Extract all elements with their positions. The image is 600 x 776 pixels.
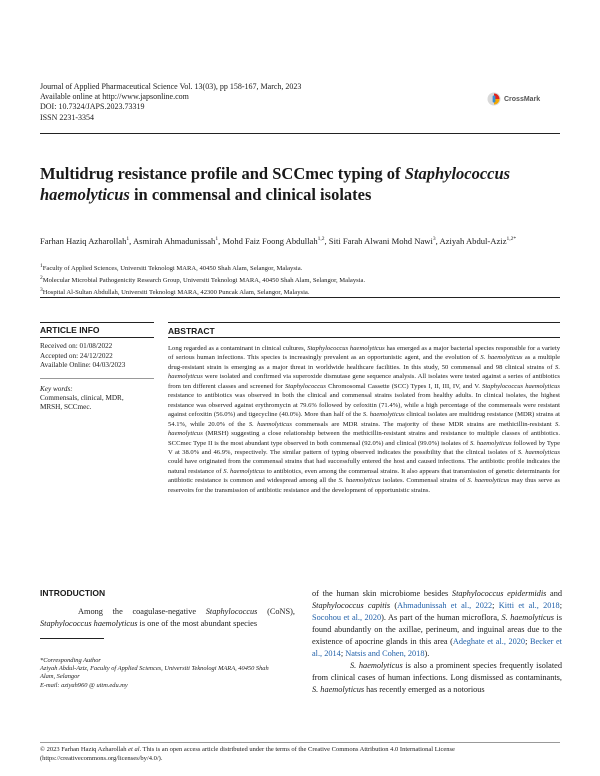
author-separator: , <box>435 235 440 246</box>
text-run: isolates. Commensal strains of <box>380 477 468 485</box>
text-run: Staphylococcus epidermidis <box>451 589 547 598</box>
abstract <box>168 326 560 495</box>
text-run: ; <box>559 601 563 610</box>
text-run: has recently emerged as a notorious <box>364 685 485 694</box>
affiliation <box>40 286 560 298</box>
text-run: Staphylococcus haemolyticus <box>307 345 385 352</box>
corresponding-address: Aziyah Abdul-Aziz, Faculty of Applied Sciences, Universiti Teknologi MARA, 40450 Shah Alam, Selangor <box>40 665 269 681</box>
text-run: ). <box>424 649 430 658</box>
dates-rule <box>40 378 154 379</box>
affiliation-divider <box>40 297 560 298</box>
author-separator: , <box>218 235 223 246</box>
affiliation-text: Molecular Microbial Pathogenicity Research Group, Universiti Teknologi MARA, 40450 Shah Alam, Selangor, Malaysia. <box>42 276 366 284</box>
text-run: may thus serve as reservoirs for the transmission of antibiotic resistance and the development of opportunistic strains. <box>168 477 560 494</box>
affiliation <box>40 274 560 286</box>
affiliation-list <box>40 262 560 297</box>
author-name: Mohd Faiz Foong Abdullah <box>222 235 318 246</box>
citation-link[interactable]: Socohou et al., 2020 <box>312 613 382 622</box>
article-info-head-rule <box>40 337 154 338</box>
citation-link[interactable]: Becker et al., 2014 <box>312 637 562 658</box>
journal-website-link[interactable]: http://www.japsonline.com <box>102 92 189 102</box>
text-run: and <box>546 589 563 598</box>
text-run: Chromosomal Cassette (SCC) Types I, II, III, IV, and V. <box>326 382 483 390</box>
text-run: Staphylococcus haemolyticus <box>482 382 560 390</box>
text-run: clinical isolates are multidrug resistance (MDR) strains at 54.1%, while 20.0% of the <box>168 411 560 428</box>
text-run: Staphylococcus capitis <box>312 601 391 610</box>
text-run: S. haemolyticus <box>517 448 560 456</box>
text-run: S. haemolyticus <box>467 477 510 485</box>
author-name: Farhan Haziq Azharollah <box>40 235 127 246</box>
citation-link[interactable]: Adeghate et al., 2020 <box>452 637 526 646</box>
text-run: Staphylococcus <box>205 607 258 616</box>
text-run: S. haemolyticus <box>350 661 403 670</box>
text-run: Staphylococcus <box>284 382 326 390</box>
header-divider <box>40 133 560 134</box>
corresponding-author <box>40 657 280 690</box>
citation-link[interactable]: Ahmadunissah et al., 2022 <box>397 601 493 610</box>
author-affiliation-marker: 3 <box>432 236 436 242</box>
text-run: (CoNS), <box>257 607 296 616</box>
citation-link[interactable]: Kitti et al., 2018 <box>498 601 560 610</box>
affiliation-text: Hospital Al-Sultan Abdullah, Universiti Teknologi MARA, 42300 Puncak Alam, Selangor, Malaysia. <box>42 288 310 296</box>
text-run: S. haemolyticus <box>168 363 560 381</box>
text-run: ; <box>492 601 499 610</box>
abstract-top-rule <box>168 322 560 323</box>
text-run: Long regarded as a contaminant in clinical cultures, <box>168 345 308 352</box>
keywords: Commensals, clinical, MDR, MRSH, SCCmec. <box>40 394 124 412</box>
text-run: S. haemolyticus <box>469 439 512 447</box>
affiliation-marker: 1 <box>40 263 43 269</box>
introduction-heading: INTRODUCTION <box>40 588 106 598</box>
article-info-heading: ARTICLE INFO <box>40 325 100 335</box>
affiliation-text: Faculty of Applied Sciences, Universiti Teknologi MARA, 40450 Shah Alam, Selangor, Malaysia. <box>42 265 303 273</box>
article-info-top-rule <box>40 322 154 323</box>
text-run: is one of the most abundant species <box>137 619 258 628</box>
author-name: Asmirah Ahmadunissah <box>132 235 216 246</box>
text-run: ; <box>340 649 346 658</box>
text-run: S. haemolyticus <box>480 354 523 362</box>
affiliation-marker: 2 <box>40 274 43 281</box>
text-run: resistance to antibiotics was observed in both the clinical and commensal strains isolated from healthy adults. In clinical isolates, the highest resistance was observed against erythromycin at 79.6% followed by cefoxitin (71.4%), while a high percentage of the commensals were resistant against cefoxitin (56.0%) and tigecycline (40.0%). More than half of the <box>168 392 560 419</box>
license-footer: © 2023 Farhan Haziq Azharollah et al. This is an open access article distributed under the terms of the Creative Commons Attribution 4.0 International License (https://creativecommons.org/licenses/by/4.0/). <box>40 746 455 762</box>
abstract-head-rule <box>168 337 560 338</box>
text-run: could have originated from the commensal strains that had successfully entered the host and caused infections. The antibiotic profile indicates the natural resistance of <box>168 458 560 475</box>
introduction-continued <box>312 588 562 696</box>
accepted-date: Accepted on: 24/12/2022 <box>40 351 113 360</box>
text-run: ). As part of the human microflora, <box>381 613 502 622</box>
journal-doi: DOI: 10.7324/JAPS.2023.73319 <box>40 102 145 112</box>
author-affiliation-marker: 1 <box>126 236 130 242</box>
author-name: Aziyah Abdul-Aziz <box>439 235 507 246</box>
abstract-heading: ABSTRACT <box>168 326 215 336</box>
keywords-heading: Key words: <box>40 384 73 393</box>
text-run: S. haemolyticus <box>338 477 381 485</box>
affiliation <box>40 262 560 274</box>
author-separator: , <box>324 235 329 246</box>
text-run: Among the coagulase-negative <box>78 607 206 616</box>
text-run: has emerged as a major bacterial species responsible for a variety of serious human infections. This species is increasingly prevalent as an opportunistic agent, and the evolution of <box>168 345 560 362</box>
text-run: followed by Type V at 38.0% and 46.9%, respectively. The similar pattern of typing observed indicates the possibility that the clinical isolates of <box>168 439 560 456</box>
article-title: Multidrug resistance profile and SCCmec typing of Staphylococcus haemolyticus in commensal and clinical isolates <box>40 164 511 204</box>
corresponding-email[interactable]: E-mail: aziyah960 @ uitm.edu.my <box>40 681 128 689</box>
text-run: is also a prominent species frequently isolated from clinical cases of human infections. Long dismissed as contaminants, <box>312 661 562 682</box>
text-run: (MRSH) suggesting a close relationship between the methicillin-resistant strains and resistance to multiple classes of antibiotics. SCCmec Type II is the most abundant type observed in both commensal (92.0%) and clinical (99.0%) isolates of <box>168 430 560 447</box>
article-info <box>40 326 154 413</box>
text-run: S. haemolyticus <box>501 613 555 622</box>
text-run: S. haemolyticus <box>362 411 405 419</box>
crossmark-icon <box>487 92 501 106</box>
text-run: were isolated and confirmed via superoxide dismutase gene sequence analysis. All isolates were tested against a series of antibiotics from ten different classes and screened for <box>168 373 560 390</box>
footnote-rule <box>40 638 104 639</box>
online-date: Available Online: 04/03/2023 <box>40 361 126 370</box>
introduction-body <box>40 606 295 630</box>
crossmark-label: CrossMark <box>504 95 541 103</box>
author-name: Siti Farah Alwani Mohd Nawi <box>328 235 433 246</box>
author-affiliation-marker: 1 <box>215 236 219 242</box>
text-run: S. haemolyticus <box>223 467 265 475</box>
text-run: S. haemolyticus <box>248 420 292 428</box>
text-run: S. haemolyticus <box>168 420 560 438</box>
text-run: commensals are MDR strains. The majority of these MDR strains are methicillin-resistant <box>291 420 556 428</box>
journal-header <box>40 82 301 123</box>
crossmark-badge[interactable] <box>487 92 547 106</box>
corresponding-label: *Corresponding Author <box>40 657 101 664</box>
journal-issn: ISSN 2231-3354 <box>40 112 95 122</box>
affiliation-marker: 3 <box>40 286 43 293</box>
text-run: S. haemolyticus <box>312 685 365 694</box>
text-run: is found abundantly on the axillae, perineum, and inguinal areas due to the existence of apocrine glands in this area ( <box>312 613 563 646</box>
author-affiliation-marker: 1,2 <box>317 236 325 242</box>
received-date: Received on: 01/08/2022 <box>40 342 113 351</box>
text-run: to antibiotics, even among the commensal strains. It also appears that transmission of genetic determinants for antibiotic resistance is common and widespread among all the <box>168 467 560 485</box>
abstract-body <box>168 344 560 495</box>
footer-divider <box>40 742 560 743</box>
author-affiliation-marker: 1,2* <box>506 236 517 242</box>
title-species: Staphylococcus haemolyticus <box>40 164 511 204</box>
text-run: ( <box>390 601 398 610</box>
text-run: of the human skin microbiome besides <box>312 589 452 598</box>
introduction-paragraph <box>40 607 295 628</box>
text-run: ; <box>525 637 530 646</box>
journal-citation: Journal of Applied Pharmaceutical Science Vol. 13(03), pp 158-167, March, 2023 <box>40 82 302 91</box>
journal-availability: Available online at http://www.japsonline.com <box>40 92 189 102</box>
text-run: Staphylococcus haemolyticus <box>40 619 138 628</box>
citation-link[interactable]: Natsis and Cohen, 2018 <box>345 649 425 658</box>
introduction <box>40 588 295 630</box>
author-list <box>40 233 565 247</box>
author-separator: , <box>129 235 133 246</box>
text-run: as a multiple drug-resistant strain is emerging as a major threat in worldwide healthcare facilities. In this study, 50 commensal and 98 clinical strains of <box>168 354 561 371</box>
